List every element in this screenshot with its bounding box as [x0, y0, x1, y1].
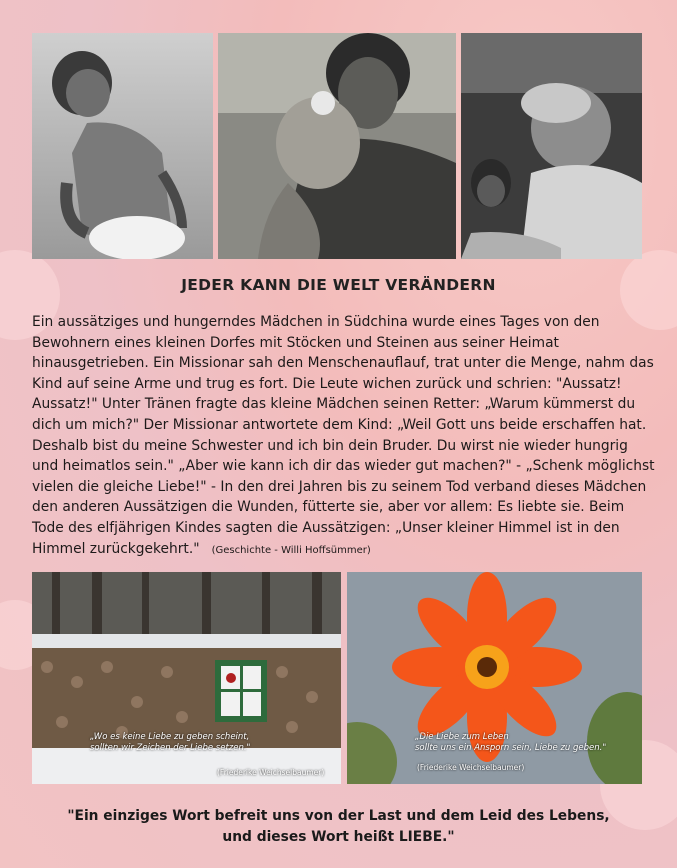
story-paragraph: Ein aussätziges und hungerndes Mädchen in Südchina wurde eines Tages von den Bewohnern eines kleinen Dorfes mit Stöcken und Steinen aus seiner Heimat hinausgetrieben. Ein Missionar sah den Menschenauflauf, trat unter die Menge, nahm das Kind auf seine Arme und trug es fort. Die Leute wichen zurück und schrien: "Aussatz! Aussatz!" Unter Tränen fragte das kleine Mädchen seinen Retter: „Warum kümmerst du dich um mich?" Der Missionar antwortete dem Kind: „Weil Gott uns beide erschaffen hat. Deshalb bist du meine Schwester und ich bin dein Bruder. Du wirst nie wieder hungrig und heimatlos sein." „Aber wie kann ich dir das wieder gut machen?" - „Schenk möglichst vielen die gleiche Liebe!" - In den drei Jahren bis zu seinem Tod verband dieses Mädchen den anderen Aussätzigen die Wunden, fütterte sie, aber vor allem: Es liebte sie. Beim Tode des elfjährigen Kindes sagten die Aussätzigen: „Unser kleiner Himmel ist in den Himmel zurückgekehrt." — [32, 314, 655, 557]
closing-quote-line-1: "Ein einziges Wort befreit uns von der Last und dem Leid des Lebens, — [67, 808, 610, 824]
flower-caption-line-1: „Die Liebe zum Leben — [415, 732, 509, 742]
flower-photo-caption — [415, 732, 606, 754]
winter-photo-caption — [90, 732, 250, 754]
page-title: JEDER KANN DIE WELT VERÄNDERN — [181, 276, 496, 294]
story-source: (Geschichte - Willi Hoffsümmer) — [211, 544, 371, 556]
story-text — [32, 312, 656, 561]
closing-quote — [0, 806, 677, 848]
photo-man-holding-child — [218, 33, 456, 259]
photo-woman-with-child — [461, 33, 642, 259]
winter-caption-line-2: sollten wir Zeichen der Liebe setzen." — [90, 743, 251, 753]
closing-quote-line-2: und dieses Wort heißt LIEBE." — [222, 829, 455, 845]
winter-photo-credit: (Friederike Weichselbaumer) — [217, 768, 325, 777]
photo-winter-cabin — [32, 572, 341, 784]
flower-caption-line-2: sollte uns ein Ansporn sein, Liebe zu geben." — [415, 743, 607, 753]
flower-photo-credit: (Friederike Weichselbaumer) — [417, 763, 525, 772]
photo-orange-flower — [347, 572, 642, 784]
photo-crying-child — [32, 33, 213, 259]
winter-caption-line-1: „Wo es keine Liebe zu geben scheint, — [90, 732, 250, 742]
